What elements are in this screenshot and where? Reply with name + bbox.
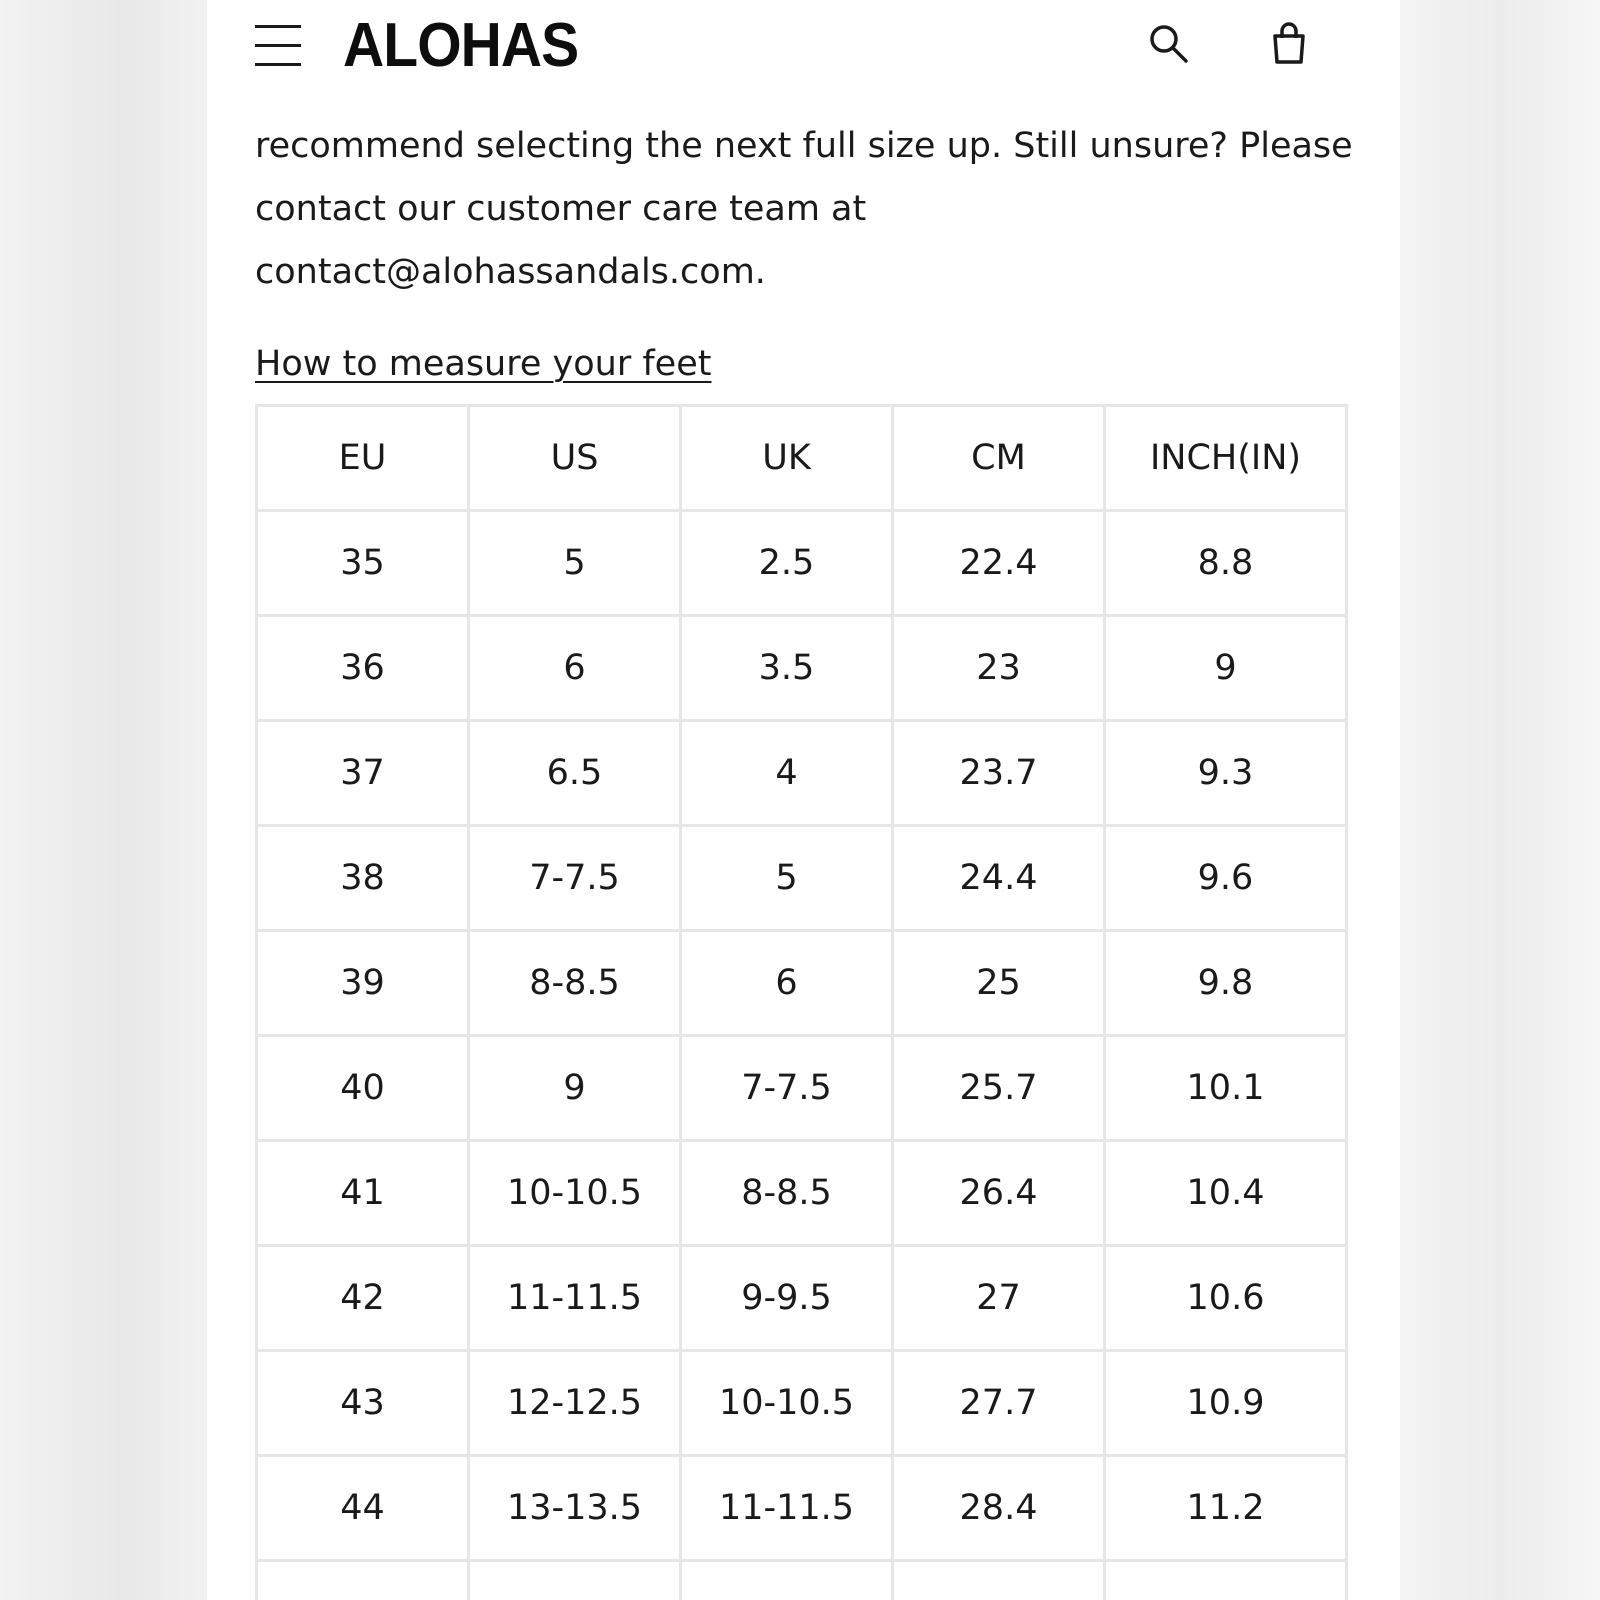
size-advice-text (255, 115, 1355, 304)
cell-eu (257, 1561, 469, 1600)
shopping-bag-icon[interactable] (1269, 22, 1309, 66)
table-row (257, 1246, 1347, 1351)
cell-cm (893, 1561, 1105, 1600)
table-row (257, 1351, 1347, 1456)
cell-eu: 35 (257, 511, 469, 616)
brand-logo[interactable]: ALOHAS (343, 11, 579, 80)
cell-uk: 2.5 (681, 511, 893, 616)
cell-us: 11-11.5 (469, 1246, 681, 1351)
cell-uk: 8-8.5 (681, 1141, 893, 1246)
cell-eu: 37 (257, 721, 469, 826)
cell-cm: 23 (893, 616, 1105, 721)
cell-eu: 36 (257, 616, 469, 721)
size-chart-table (255, 404, 1348, 1600)
cell-uk: 5 (681, 826, 893, 931)
cell-us: 9 (469, 1036, 681, 1141)
table-row (257, 616, 1347, 721)
table-row (257, 1456, 1347, 1561)
cell-uk: 4 (681, 721, 893, 826)
site-header (207, 0, 1400, 100)
cell-cm: 27 (893, 1246, 1105, 1351)
cell-us: 5 (469, 511, 681, 616)
cell-inch (1105, 1561, 1347, 1600)
background-left (0, 0, 207, 1600)
cell-cm: 23.7 (893, 721, 1105, 826)
cell-uk: 7-7.5 (681, 1036, 893, 1141)
background-right (1400, 0, 1600, 1600)
contact-email[interactable]: contact@alohassandals.com. (255, 252, 766, 292)
cell-cm: 25.7 (893, 1036, 1105, 1141)
page (207, 0, 1400, 1600)
table-row-partial (257, 1561, 1347, 1600)
cell-us: 6.5 (469, 721, 681, 826)
cell-uk: 6 (681, 931, 893, 1036)
intro-line: contact our customer care team at (255, 189, 867, 229)
cell-inch: 11.2 (1105, 1456, 1347, 1561)
cell-us: 12-12.5 (469, 1351, 681, 1456)
cell-uk: 3.5 (681, 616, 893, 721)
hamburger-menu-icon[interactable] (255, 23, 301, 67)
cell-cm: 24.4 (893, 826, 1105, 931)
cell-inch: 9.6 (1105, 826, 1347, 931)
cell-eu: 43 (257, 1351, 469, 1456)
cell-inch: 10.4 (1105, 1141, 1347, 1246)
table-row (257, 1036, 1347, 1141)
cell-inch: 9.3 (1105, 721, 1347, 826)
cell-cm: 28.4 (893, 1456, 1105, 1561)
cell-inch: 9 (1105, 616, 1347, 721)
column-header-cm: CM (893, 406, 1105, 511)
column-header-us: US (469, 406, 681, 511)
cell-uk: 11-11.5 (681, 1456, 893, 1561)
cell-cm: 27.7 (893, 1351, 1105, 1456)
cell-eu: 39 (257, 931, 469, 1036)
cell-inch: 8.8 (1105, 511, 1347, 616)
cell-inch: 10.6 (1105, 1246, 1347, 1351)
cell-uk (681, 1561, 893, 1600)
cell-eu: 41 (257, 1141, 469, 1246)
table-row (257, 721, 1347, 826)
table-row (257, 826, 1347, 931)
cell-us: 8-8.5 (469, 931, 681, 1036)
cell-us: 7-7.5 (469, 826, 681, 931)
search-icon[interactable] (1147, 22, 1191, 66)
cell-eu: 38 (257, 826, 469, 931)
column-header-uk: UK (681, 406, 893, 511)
cell-us: 10-10.5 (469, 1141, 681, 1246)
cell-us: 6 (469, 616, 681, 721)
column-header-inch: INCH(IN) (1105, 406, 1347, 511)
cell-eu: 40 (257, 1036, 469, 1141)
cell-uk: 10-10.5 (681, 1351, 893, 1456)
table-row (257, 931, 1347, 1036)
cell-us: 13-13.5 (469, 1456, 681, 1561)
cell-cm: 22.4 (893, 511, 1105, 616)
table-header-row (257, 406, 1347, 511)
cell-us (469, 1561, 681, 1600)
cell-cm: 25 (893, 931, 1105, 1036)
column-header-eu: EU (257, 406, 469, 511)
how-to-measure-link[interactable]: How to measure your feet (255, 344, 712, 384)
cell-inch: 10.1 (1105, 1036, 1347, 1141)
cell-inch: 10.9 (1105, 1351, 1347, 1456)
cell-cm: 26.4 (893, 1141, 1105, 1246)
table-row (257, 511, 1347, 616)
cell-inch: 9.8 (1105, 931, 1347, 1036)
table-row (257, 1141, 1347, 1246)
cell-eu: 44 (257, 1456, 469, 1561)
intro-line: recommend selecting the next full size up. Still unsure? Please (255, 126, 1353, 166)
cell-uk: 9-9.5 (681, 1246, 893, 1351)
cell-eu: 42 (257, 1246, 469, 1351)
